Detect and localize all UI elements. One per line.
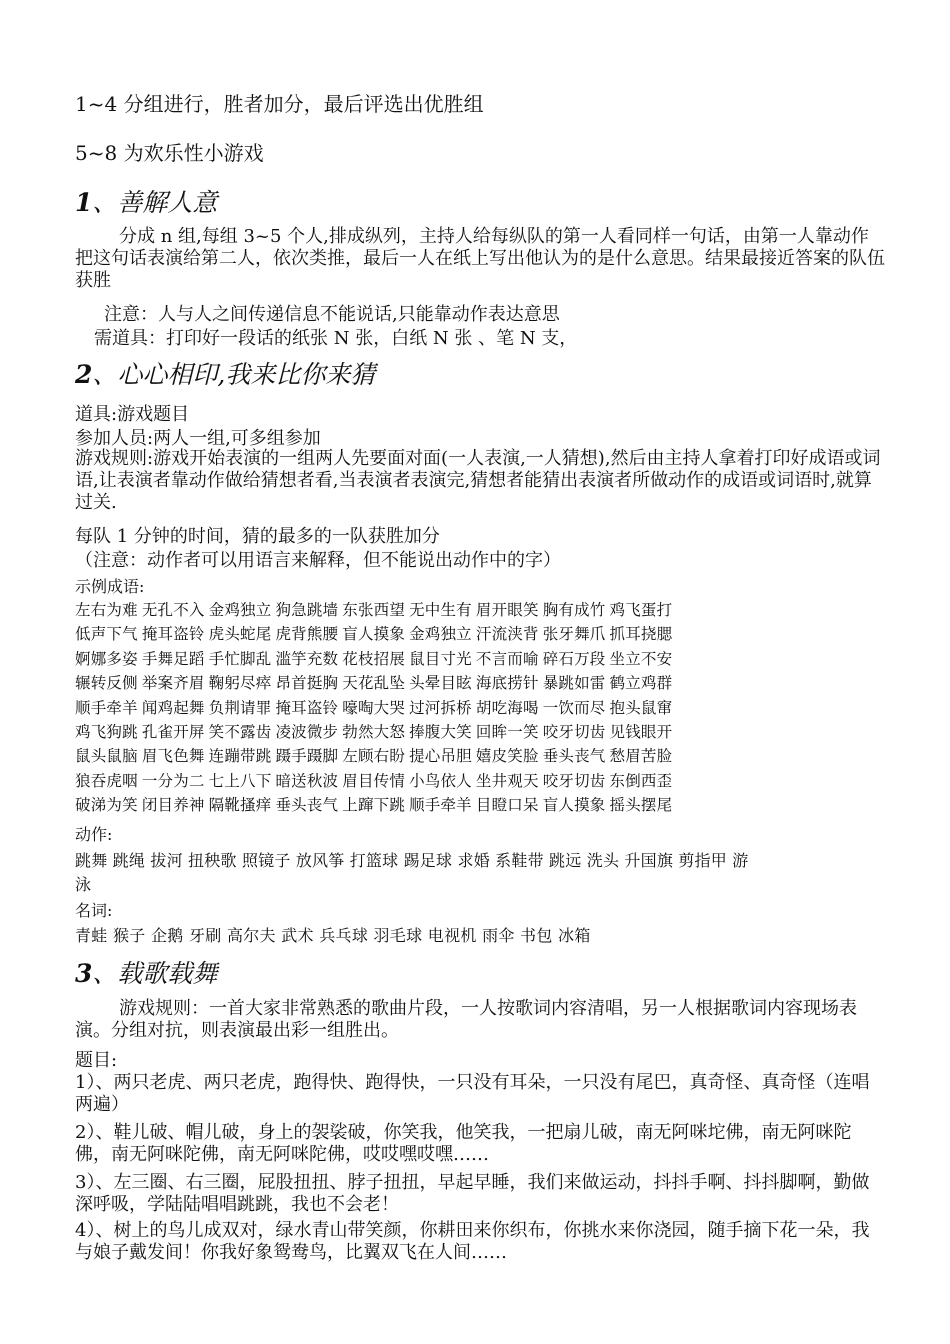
song-2: 2）、鞋儿破、帽儿破，身上的袈裟破，你笑我，他笑我，一把扇儿破，南无阿咪坨佛，南无阿咪陀佛，南无阿咪陀佛，南无阿咪陀佛，哎哎嘿哎嘿…… <box>75 1122 852 1165</box>
idiom-item: 捧腹大笑 <box>409 722 472 741</box>
idiom-item: 掩耳盗铃 <box>275 698 339 717</box>
idiom-item: 胡吃海喝 <box>475 698 539 717</box>
idiom-item: 上蹿下跳 <box>342 796 406 815</box>
idiom-item: 辗转反侧 <box>75 674 138 693</box>
idiom-item: 顺手牵羊 <box>75 698 138 717</box>
intro-line-2: 5~8 为欢乐性小游戏 <box>75 141 264 165</box>
idiom-row <box>75 622 895 646</box>
idiom-list <box>75 598 895 818</box>
topics-label: 题目: <box>75 1050 118 1071</box>
idiom-item: 盲人摸象 <box>342 625 406 644</box>
idiom-item: 东张西望 <box>342 601 406 619</box>
section-1-heading <box>75 183 885 219</box>
idiom-item: 金鸡独立 <box>409 625 472 644</box>
actions-label: 动作: <box>75 825 113 844</box>
idiom-item: 抓耳挠腮 <box>609 625 673 644</box>
idiom-item: 眉飞色舞 <box>141 747 205 766</box>
idiom-item: 蹑手蹑脚 <box>275 747 339 766</box>
idiom-item: 隔靴搔痒 <box>208 796 272 815</box>
idiom-item: 花枝招展 <box>342 649 406 668</box>
song-3: 3）、左三圈、右三圈，屁股扭扭、脖子扭扭，早起早睡，我们来做运动，抖抖手啊、抖抖脚啊，勤做深呼吸，学陆陆唱唱跳跳，我也不会老！ <box>75 1172 870 1215</box>
idiom-item: 鞠躬尽瘁 <box>208 674 272 693</box>
idiom-item: 无孔不入 <box>141 601 205 619</box>
song-4: 4）、树上的鸟儿成双对，绿水青山带笑颜，你耕田来你织布，你挑水来你浇园，随手摘下花一朵，我与娘子戴发间！你我好象鸳鸯鸟，比翼双飞在人间…… <box>75 1220 870 1263</box>
idiom-item: 垂头丧气 <box>542 747 606 766</box>
idiom-item: 回眸一笑 <box>475 722 539 741</box>
idiom-item: 闻鸡起舞 <box>141 698 205 717</box>
idiom-item: 左右为难 <box>75 601 138 619</box>
idiom-item: 闭目养神 <box>141 796 205 815</box>
idiom-item: 鸡飞蛋打 <box>609 601 673 619</box>
section-2-heading <box>75 355 885 391</box>
idiom-item: 眉目传情 <box>342 771 406 790</box>
idiom-row <box>75 671 895 695</box>
idiom-item: 不言而喻 <box>475 649 539 668</box>
idiom-item: 天花乱坠 <box>342 674 406 693</box>
section-2-time: 每队 1 分钟的时间，猜的最多的一队获胜加分 <box>75 526 440 547</box>
idiom-item: 笑不露齿 <box>208 722 272 741</box>
idiom-item: 坐立不安 <box>609 649 673 668</box>
section-1-number: 1 <box>75 188 93 217</box>
idiom-item: 嬉皮笑脸 <box>475 747 539 766</box>
idiom-item: 抱头鼠窜 <box>609 698 673 717</box>
idiom-item: 顺手牵羊 <box>409 796 472 815</box>
nouns-label: 名词: <box>75 901 113 920</box>
section-2-number: 2 <box>75 360 93 389</box>
idiom-item: 暗送秋波 <box>275 771 339 790</box>
section-1-sep: 、 <box>92 188 118 217</box>
idiom-item: 左顾右盼 <box>342 747 406 766</box>
idiom-row <box>75 720 895 744</box>
section-2-rules: 游戏规则:游戏开始表演的一组两人先要面对面(一人表演,一人猜想),然后由主持人拿着打印好成语或词语,让表演者靠动作做给猜想者看,当表演者表演完,猜想者能猜出表演者所做动作的成语或词语时,就算过关. <box>75 448 881 513</box>
idiom-item: 鸡飞狗跳 <box>75 722 138 741</box>
idiom-item: 头晕目眩 <box>409 674 472 693</box>
idiom-row <box>75 696 895 720</box>
idiom-item: 手舞足蹈 <box>141 649 205 668</box>
idiom-item: 举案齐眉 <box>141 674 205 693</box>
idiom-item: 东倒西歪 <box>609 771 673 790</box>
idioms-label: 示例成语: <box>75 577 145 596</box>
section-2-note: （注意：动作者可以用语言来解释，但不能说出动作中的字） <box>75 550 561 571</box>
idiom-item: 一分为二 <box>141 771 205 790</box>
idiom-item: 勃然大怒 <box>342 722 406 741</box>
idiom-item: 鼠头鼠脑 <box>75 747 138 766</box>
section-2-title: 心心相印,我来比你来猜 <box>117 360 376 389</box>
idiom-item: 摇头摆尾 <box>609 796 673 815</box>
idiom-item: 一饮而尽 <box>542 698 606 717</box>
section-3-heading <box>75 954 885 990</box>
idiom-item: 见钱眼开 <box>609 722 673 741</box>
section-3-title: 载歌载舞 <box>117 959 218 988</box>
idiom-item: 咬牙切齿 <box>542 771 606 790</box>
idiom-item: 低声下气 <box>75 625 138 644</box>
section-1-note: 注意：人与人之间传递信息不能说话,只能靠动作表达意思 <box>104 304 560 325</box>
idiom-row <box>75 769 895 793</box>
idiom-row <box>75 744 895 768</box>
idiom-item: 连蹦带跳 <box>208 747 272 766</box>
idiom-item: 金鸡独立 <box>208 601 272 619</box>
nouns-list: 青蛙 猴子 企鹅 牙刷 高尔夫 武术 兵乓球 羽毛球 电视机 雨伞 书包 冰箱 <box>75 926 591 945</box>
section-1-props: 需道具：打印好一段话的纸张 N 张，白纸 N 张 、笔 N 支， <box>94 328 578 349</box>
idiom-item: 虎头蛇尾 <box>208 625 272 644</box>
idiom-item: 小鸟依人 <box>409 771 472 790</box>
intro-line-1: 1~4 分组进行，胜者加分，最后评选出优胜组 <box>75 92 484 116</box>
idiom-item: 海底捞针 <box>475 674 539 693</box>
section-1-body: 分成 n 组,每组 3~5 个人,排成纵列，主持人给每纵队的第一人看同样一句话，由第一人靠动作把这句话表演给第二人，依次类推，最后一人在纸上写出他认为的是什么意思。结果最接近答案的队伍获胜 <box>75 226 885 291</box>
idiom-item: 无中生有 <box>409 601 472 619</box>
section-2-sep: 、 <box>92 360 118 389</box>
idiom-item: 愁眉苦脸 <box>609 747 673 766</box>
idiom-item: 胸有成竹 <box>542 601 606 619</box>
idiom-item: 破涕为笑 <box>75 796 138 815</box>
idiom-item: 提心吊胆 <box>409 747 472 766</box>
idiom-item: 坐井观天 <box>475 771 539 790</box>
idiom-row <box>75 598 895 622</box>
section-3-rules: 游戏规则：一首大家非常熟悉的歌曲片段，一人按歌词内容清唱，另一人根据歌词内容现场表演。分组对抗，则表演最出彩一组胜出。 <box>75 998 857 1041</box>
song-1: 1）、两只老虎、两只老虎，跑得快、跑得快，一只没有耳朵，一只没有尾巴，真奇怪、真奇怪（连唱两遍） <box>75 1072 870 1115</box>
idiom-item: 垂头丧气 <box>275 796 339 815</box>
idiom-item: 目瞪口呆 <box>475 796 539 815</box>
idiom-item: 掩耳盗铃 <box>141 625 205 644</box>
idiom-item: 汗流浃背 <box>475 625 539 644</box>
idiom-item: 暴跳如雷 <box>542 674 606 693</box>
idiom-item: 咬牙切齿 <box>542 722 606 741</box>
idiom-item: 碎石万段 <box>542 649 606 668</box>
idiom-item: 嚎啕大哭 <box>342 698 406 717</box>
actions-line-2: 泳 <box>75 875 92 894</box>
section-2-props: 道具:游戏题目 <box>75 404 190 425</box>
section-2-players: 参加人员:两人一组,可多组参加 <box>75 428 321 449</box>
idiom-item: 眉开眼笑 <box>475 601 539 619</box>
idiom-item: 婀娜多姿 <box>75 649 138 668</box>
idiom-row <box>75 647 895 671</box>
idiom-item: 鼠目寸光 <box>409 649 472 668</box>
section-3-number: 3 <box>75 959 93 988</box>
idiom-item: 昂首挺胸 <box>275 674 339 693</box>
idiom-item: 过河拆桥 <box>409 698 472 717</box>
idiom-item: 手忙脚乱 <box>208 649 272 668</box>
section-3-sep: 、 <box>92 959 118 988</box>
idiom-item: 孔雀开屏 <box>141 722 205 741</box>
idiom-item: 张牙舞爪 <box>542 625 606 644</box>
actions-line-1: 跳舞 跳绳 拔河 扭秧歌 照镜子 放风筝 打篮球 踢足球 求婚 系鞋带 跳远 洗头 升国旗 剪指甲 游 <box>75 851 749 870</box>
idiom-item: 滥竽充数 <box>275 649 339 668</box>
idiom-item: 狗急跳墙 <box>275 601 339 619</box>
idiom-item: 鹤立鸡群 <box>609 674 673 693</box>
idiom-item: 负荆请罪 <box>208 698 272 717</box>
idiom-item: 盲人摸象 <box>542 796 606 815</box>
idiom-row <box>75 793 895 817</box>
idiom-item: 狼吞虎咽 <box>75 771 138 790</box>
idiom-item: 虎背熊腰 <box>275 625 339 644</box>
idiom-item: 凌波微步 <box>275 722 339 741</box>
idiom-item: 七上八下 <box>208 771 272 790</box>
section-1-title: 善解人意 <box>117 188 218 217</box>
